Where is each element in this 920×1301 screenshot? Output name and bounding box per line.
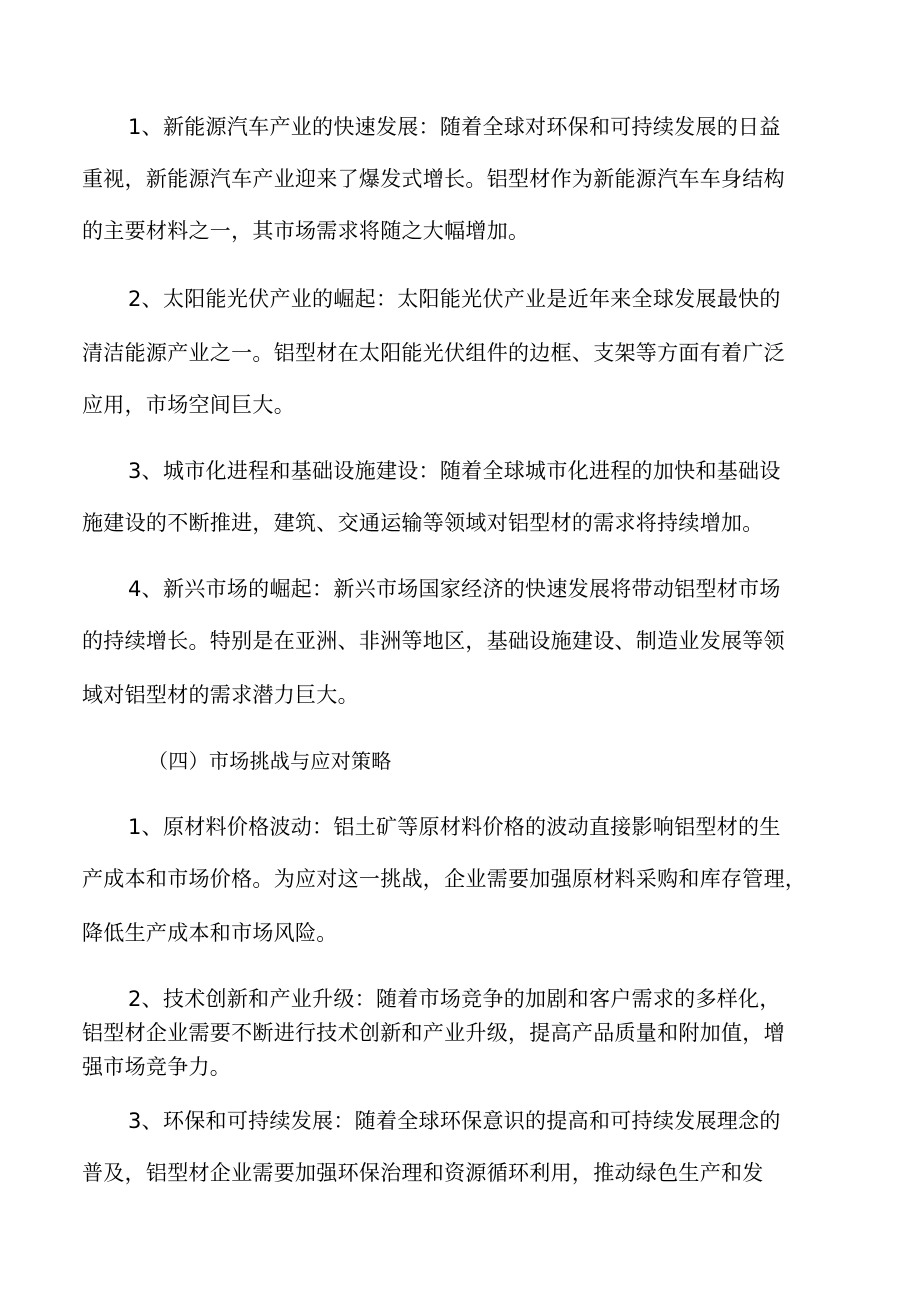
paragraph-2-line-3: 应用，市场空间巨大。 [82, 393, 295, 417]
paragraph-4-line-3: 域对铝型材的需求潜力巨大。 [82, 683, 359, 707]
paragraph-3-line-2: 施建设的不断推进，建筑、交通运输等领域对铝型材的需求将持续增加。 [82, 511, 764, 535]
paragraph-5-line-1: 1、原材料价格波动：铝土矿等原材料价格的波动直接影响铝型材的生 [128, 815, 781, 839]
paragraph-1-line-3: 的主要材料之一，其市场需求将随之大幅增加。 [82, 219, 530, 243]
paragraph-6-line-1: 2、技术创新和产业升级：随着市场竞争的加剧和客户需求的多样化， [128, 987, 781, 1011]
paragraph-4-line-1: 4、新兴市场的崛起：新兴市场国家经济的快速发展将带动铝型材市场 [128, 577, 781, 601]
paragraph-1-line-1: 1、新能源汽车产业的快速发展：随着全球对环保和可持续发展的日益 [128, 115, 781, 139]
paragraph-2-line-2: 清洁能源产业之一。铝型材在太阳能光伏组件的边框、支架等方面有着广泛 [82, 341, 785, 365]
paragraph-4-line-2: 的持续增长。特别是在亚洲、非洲等地区，基础设施建设、制造业发展等领 [82, 629, 785, 653]
paragraph-6-line-3: 强市场竞争力。 [82, 1055, 232, 1079]
paragraph-5-line-3: 降低生产成本和市场风险。 [82, 921, 338, 945]
paragraph-5-line-2: 产成本和市场价格。为应对这一挑战，企业需要加强原材料采购和库存管理， [82, 867, 807, 891]
paragraph-7-line-1: 3、环保和可持续发展：随着全球环保意识的提高和可持续发展理念的 [128, 1109, 781, 1133]
paragraph-2-line-1: 2、太阳能光伏产业的崛起：太阳能光伏产业是近年来全球发展最快的 [128, 287, 781, 311]
section-heading: （四）市场挑战与应对策略 [148, 749, 392, 773]
paragraph-7-line-2: 普及，铝型材企业需要加强环保治理和资源循环利用，推动绿色生产和发 [82, 1161, 764, 1185]
paragraph-3-line-1: 3、城市化进程和基础设施建设：随着全球城市化进程的加快和基础设 [128, 459, 781, 483]
paragraph-6-line-2: 铝型材企业需要不断进行技术创新和产业升级，提高产品质量和附加值，增 [82, 1021, 785, 1045]
paragraph-1-line-2: 重视，新能源汽车产业迎来了爆发式增长。铝型材作为新能源汽车车身结构 [82, 167, 785, 191]
